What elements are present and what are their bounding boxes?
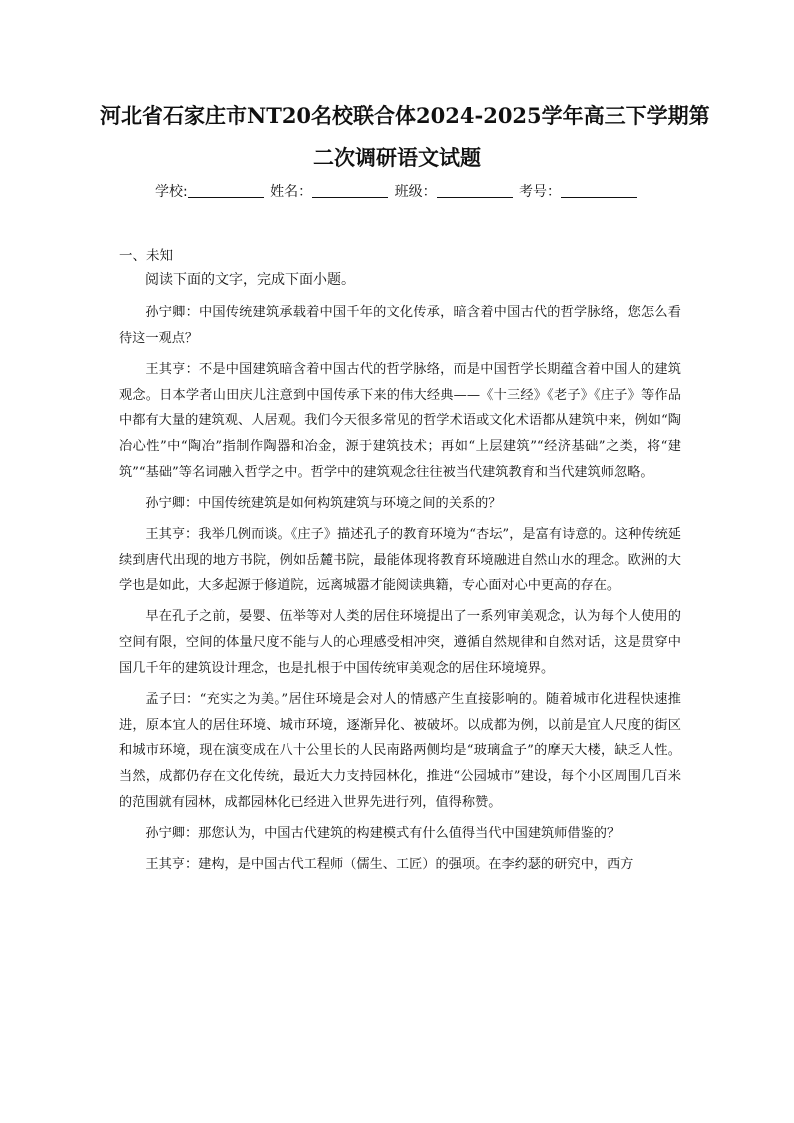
name-blank[interactable] [312, 183, 388, 198]
paragraph: 王其亨：建构，是中国古代工程师（儒生、工匠）的强项。在李约瑟的研究中，西方 [145, 856, 634, 872]
instruction: 阅读下面的文字，完成下面小题。 [145, 272, 355, 288]
exam-no-label: 考号： [519, 184, 562, 200]
student-info-line [0, 181, 794, 201]
paragraph: 孙宁卿：中国传统建筑是如何构筑建筑与环境之间的关系的？ [145, 495, 502, 511]
class-blank[interactable] [437, 183, 513, 198]
exam-no-blank[interactable] [561, 183, 637, 198]
paragraph: 孙宁卿：那您认为，中国古代建筑的构建模式有什么值得当代中国建筑师借鉴的？ [145, 826, 621, 841]
name-label: 姓名： [270, 184, 313, 200]
title-line-2: 二次调研语文试题 [313, 145, 481, 170]
passage [119, 300, 681, 882]
class-label: 班级： [394, 184, 437, 200]
school-blank[interactable] [188, 183, 264, 198]
paragraph: 王其亨：不是中国建筑暗含着中国古代的哲学脉络，而是中国哲学长期蕴含着中国人的建筑观念。日本学者山田庆儿注意到中国传承下来的伟大经典——《十三经》《老子》《庄子》等作品中都有大量的建筑观、人居观。我们今天很多常见的哲学术语或文化术语都从建筑中来，例如“陶冶心性”中“陶冶”指制作陶器和冶金，源于建筑技术；再如“上层建筑”“经济基础”之类，将“建筑”“基础”等名词融入哲学之中。哲学中的建筑观念往往被当代建筑教育和当代建筑师忽略。 [119, 361, 681, 481]
paragraph: 孟子曰：“充实之为美。”居住环境是会对人的情感产生直接影响的。随着城市化进程快速推进，原本宜人的居住环境、城市环境，逐渐异化、被破坏。以成都为例，以前是宜人尺度的街区和城市环境，现在演变成在八十公里长的人民南路两侧均是“玻璃盒子”的摩天大楼，缺乏人性。当然，成都仍存在文化传统，最近大力支持园林化，推进“公园城市”建设，每个小区周围几百米的范围就有园林，成都园林化已经进入世界先进行列，值得称赞。 [119, 691, 681, 811]
section-heading: 一、未知 [119, 248, 173, 264]
paragraph: 王其亨：我举几例而谈。《庄子》描述孔子的教育环境为“杏坛”，是富有诗意的。这种传统延续到唐代出现的地方书院，例如岳麓书院，最能体现将教育环境融进自然山水的理念。欧洲的大学也是如此，大多起源于修道院，远离城嚣才能阅读典籍，专心面对心中更高的存在。 [119, 526, 681, 594]
school-label: 学校: [154, 184, 188, 200]
paragraph: 孙宁卿：中国传统建筑承载着中国千年的文化传承，暗含着中国古代的哲学脉络，您怎么看待这一观点？ [119, 305, 681, 346]
title-line-1: 河北省石家庄市NT20名校联合体2024-2025学年高三下学期第 [100, 103, 710, 128]
paragraph: 早在孔子之前，晏婴、伍举等对人类的居住环境提出了一系列审美观念，认为每个人使用的空间有限，空间的体量尺度不能与人的心理感受相冲突，遵循自然规律和自然对话，这是贯穿中国几千年的建筑设计理念，也是扎根于中国传统审美观念的居住环境境界。 [119, 609, 681, 676]
